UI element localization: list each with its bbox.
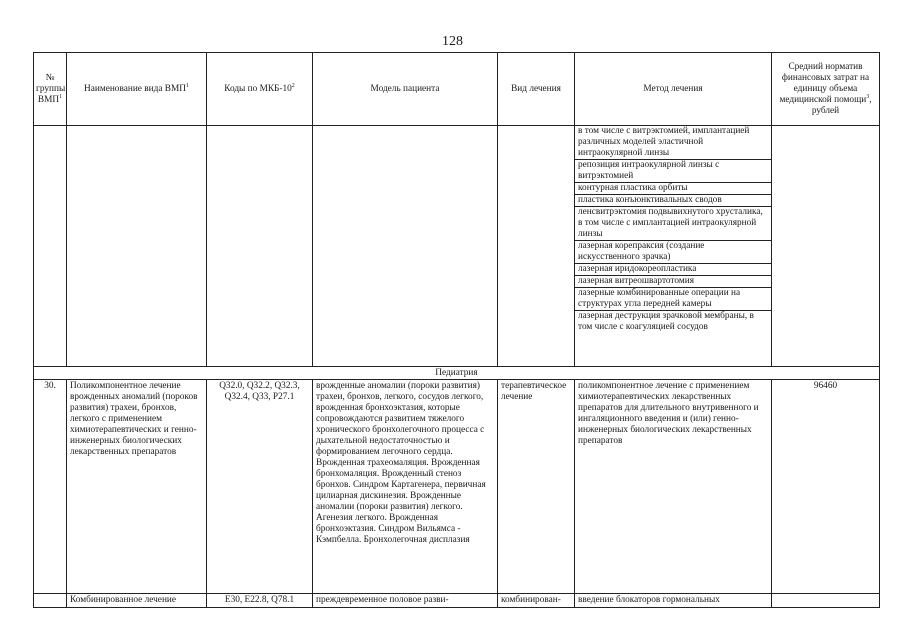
method-item: лазерная деструкция зрачковой мембраны, в том числе с коагуляцией сосудов (575, 311, 771, 334)
section-title: Педиатрия (34, 367, 880, 380)
method-item: пластика конъюнктивальных сводов (575, 195, 771, 207)
continuation-methods-cell (575, 126, 772, 367)
method-item: контурная пластика орбиты (575, 183, 771, 195)
vmp-name: Поликомпонентное лечение врожденных аномалий (пороков развития) трахеи, бронхов, легкого с применением химиотерапевтических и генно-инженерных биологических лекарственных препаратов (67, 380, 207, 594)
page-number: 128 (442, 34, 463, 49)
header-group-number: № группы ВМП$^1$ (34, 53, 67, 126)
treatment-method: поликомпонентное лечение с применением химиотерапевтических лекарственных препаратов для длительного внутривенного и ингаляционного введения и (или) генно-инженерных биологических лекарственных препаратов (575, 380, 772, 594)
methods-list (575, 126, 771, 333)
cost-value: 96460 (772, 380, 880, 594)
group-number: 30. (34, 380, 67, 594)
method-item: в том числе с витрэктомией, имплантацией различных моделей эластичной интраокулярной линзы (578, 126, 750, 158)
continuation-empty-cell (34, 126, 67, 367)
header-patient-model: Модель пациента (313, 53, 498, 126)
continuation-empty-cell (772, 126, 880, 367)
treatment-type: терапевтическое лечение (498, 380, 575, 594)
continuation-empty-cell (498, 126, 575, 367)
continuation-row (34, 126, 880, 367)
method-item: лазерные комбинированные операции на структурах угла передней камеры (575, 288, 771, 311)
table-row (34, 594, 880, 608)
method-item: ленсвитрэктомия подвывихнутого хрусталика, в том числе с имплантацией интраокулярной линзы (575, 207, 771, 241)
header-cost-norm: Средний норматив финансовых затрат на единицу объема медицинской помощи$^3$, рублей (772, 53, 880, 126)
treatment-method: введение блокаторов гормональных (575, 594, 772, 608)
medical-care-table (33, 52, 880, 608)
vmp-name: Комбинированное лечение (67, 594, 207, 608)
patient-model: врожденные аномалии (пороки развития) трахеи, бронхов, легкого, сосудов легкого, врожденная бронхоэктазия, которые сопровождаются развитием тяжелого хронического бронхолегочного процесса с дыхательной недостаточностью и формированием легочного сердца. Врожденная трахеомаляция. Врожденная бронхомаляция. Врожденный стеноз бронхов. Синдром Картагенера, первичная цилиарная дискинезия. Врожденные аномалии (пороки развития) легкого. Агенезия легкого. Врожденная бронхоэктазия. Синдром Вильямса - Кэмпбелла. Бронхолегочная дисплазия (313, 380, 498, 594)
icd-codes: E30, E22.8, Q78.1 (207, 594, 313, 608)
group-number (34, 594, 67, 608)
treatment-type: комбинирован- (498, 594, 575, 608)
continuation-empty-cell (207, 126, 313, 367)
header-vmp-name: Наименование вида ВМП$^1$ (67, 53, 207, 126)
method-item: лазерная витреошвартотомия (575, 276, 771, 288)
patient-model: преждевременное половое разви- (313, 594, 498, 608)
header-treatment-method: Метод лечения (575, 53, 772, 126)
header-treatment-type: Вид лечения (498, 53, 575, 126)
continuation-empty-cell (313, 126, 498, 367)
document-page (33, 52, 879, 612)
cost-value (772, 594, 880, 608)
section-row (34, 367, 880, 380)
continuation-empty-cell (67, 126, 207, 367)
method-item: лазерная иридокореопластика (575, 264, 771, 276)
method-item: лазерная корепраксия (создание искусственного зрачка) (575, 241, 771, 264)
table-row (34, 380, 880, 594)
icd-codes: Q32.0, Q32.2, Q32.3, Q32.4, Q33, P27.1 (207, 380, 313, 594)
header-icd-codes: Коды по МКБ-$10^2$ (207, 53, 313, 126)
header-row (34, 53, 880, 126)
method-item: репозиция интраокулярной линзы с витрэктомией (575, 160, 771, 183)
